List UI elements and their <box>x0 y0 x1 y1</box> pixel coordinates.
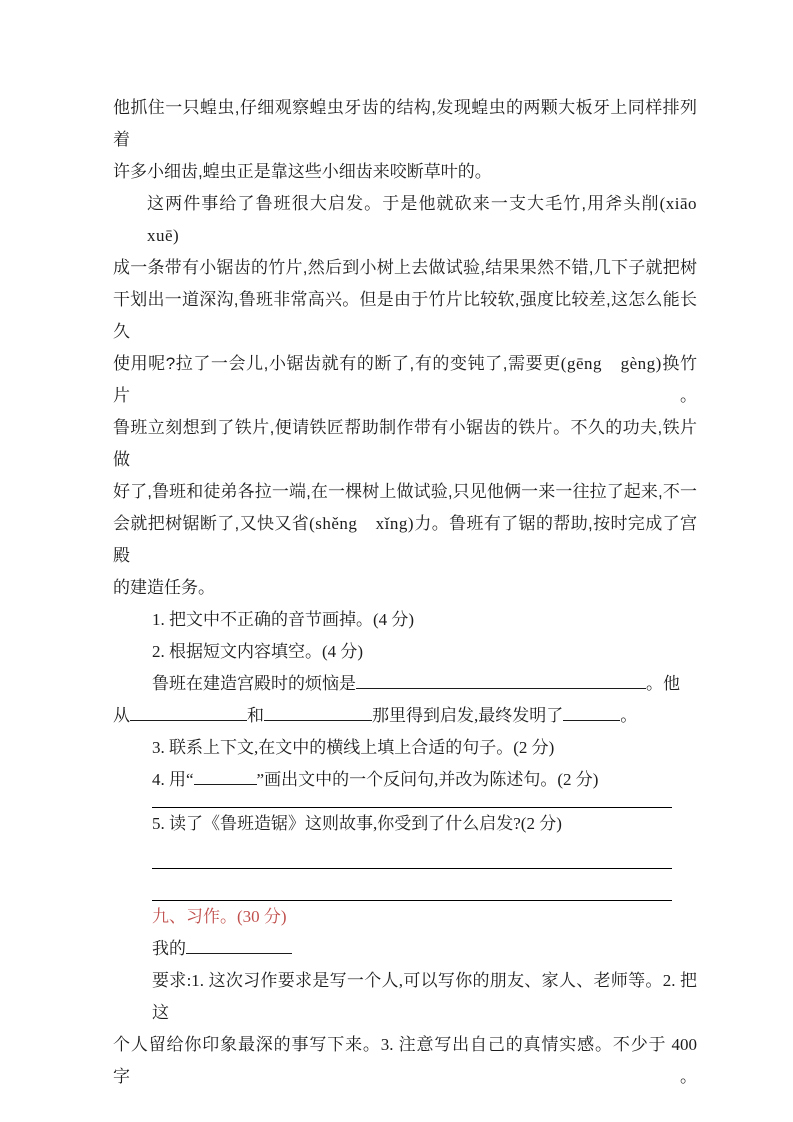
passage-line <box>113 348 697 412</box>
passage-line: 的建造任务。 <box>113 578 215 597</box>
answer-line <box>152 796 672 808</box>
passage-text: 会就把树锯断了,又快又省 <box>113 514 310 533</box>
fill-text: 。 <box>620 706 638 725</box>
question-1: 1. 把文中不正确的音节画掉。(4 分) <box>152 610 415 629</box>
fill-text: 那里得到启发,最终发明了 <box>372 706 564 725</box>
passage-text: 这两件事给了鲁班很大启发。于是他就砍来一支大毛竹,用斧头削 <box>147 194 660 213</box>
composition-topic-line <box>113 933 697 965</box>
question-5: 5. 读了《鲁班造锯》这则故事,你受到了什么启发?(2 分) <box>152 814 562 833</box>
fill-blank <box>194 768 257 785</box>
passage-line <box>113 508 697 572</box>
passage-line: 许多小细齿,蝗虫正是靠这些小细齿来咬断草叶的。 <box>113 162 492 181</box>
pinyin-annotation: (shěng xǐng) <box>309 514 415 533</box>
composition-requirements-line: 个人留给你印象最深的事写下来。3. 注意写出自己的真情实感。不少于 400 字。 <box>113 1035 697 1086</box>
passage-line <box>113 188 715 252</box>
pinyin-annotation: (gēng gèng) <box>560 354 662 373</box>
question-2-fill-line-1 <box>113 668 697 700</box>
passage-text: 换竹片。 <box>113 354 698 405</box>
fill-text: 从 <box>113 706 130 725</box>
passage-line: 干划出一道深沟,鲁班非常高兴。但是由于竹片比较软,强度比较差,这怎么能长久 <box>113 290 697 341</box>
question-text: ”画出文中的一个反问句,并改为陈述句。(2 分) <box>256 770 599 789</box>
section-9-heading: 九、习作。(30 分) <box>152 907 287 926</box>
passage-line: 成一条带有小锯齿的竹片,然后到小树上去做试验,结果果然不错,几下子就把树 <box>113 258 697 277</box>
pinyin-annotation: (xiāo xuē) <box>147 194 715 245</box>
fill-blank <box>563 704 620 721</box>
question-4 <box>113 764 697 796</box>
answer-line <box>152 869 672 901</box>
question-2-fill-line-2 <box>113 700 697 732</box>
fill-text: 和 <box>247 706 264 725</box>
fill-blank <box>186 937 292 954</box>
fill-blank <box>356 672 646 689</box>
fill-text: 。他 <box>646 674 680 693</box>
question-2: 2. 根据短文内容填空。(4 分) <box>152 642 364 661</box>
topic-text: 我的 <box>152 939 186 958</box>
page-content <box>113 92 715 1093</box>
fill-text: 鲁班在建造宫殿时的烦恼是 <box>152 674 356 693</box>
answer-line <box>152 840 672 869</box>
fill-blank <box>264 704 372 721</box>
passage-line: 鲁班立刻想到了铁片,便请铁匠帮助制作带有小锯齿的铁片。不久的功夫,铁片做 <box>113 418 697 469</box>
composition-requirements-line: 要求:1. 这次习作要求是写一个人,可以写你的朋友、家人、老师等。2. 把这 <box>152 971 697 1022</box>
passage-text: 力。鲁班有了锯的帮助,按时完成了宫殿 <box>113 514 697 565</box>
question-3: 3. 联系上下文,在文中的横线上填上合适的句子。(2 分) <box>152 738 555 757</box>
passage-line: 好了,鲁班和徒弟各拉一端,在一棵树上做试验,只见他俩一来一往拉了起来,不一 <box>113 482 697 501</box>
passage-line: 他抓住一只蝗虫,仔细观察蝗虫牙齿的结构,发现蝗虫的两颗大板牙上同样排列着 <box>113 98 697 149</box>
question-text: 4. 用“ <box>152 770 194 789</box>
passage-text: 使用呢?拉了一会儿,小锯齿就有的断了,有的变钝了,需要更 <box>113 354 561 373</box>
fill-blank <box>130 704 247 721</box>
